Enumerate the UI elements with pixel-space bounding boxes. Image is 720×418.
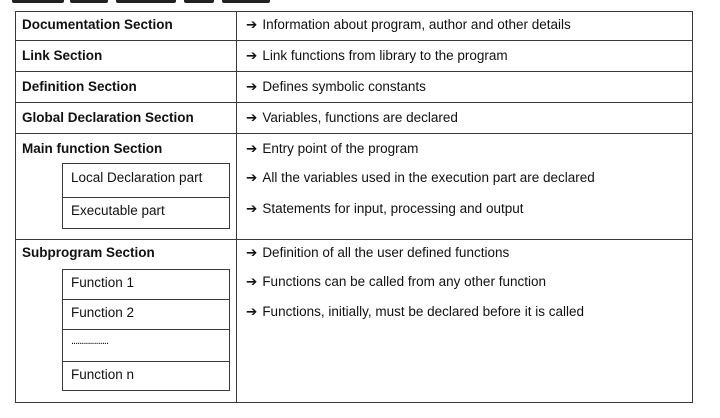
program-structure-table <box>15 11 693 403</box>
link-section-label: Link Section <box>22 48 103 63</box>
arrow-icon: ➔ <box>246 170 258 185</box>
documentation-section-label: Documentation Section <box>22 17 173 32</box>
row-separator <box>16 71 692 72</box>
arrow-icon: ➔ <box>246 110 258 125</box>
function-1-desc: ➔ Functions can be called from any other function <box>246 274 546 289</box>
row-separator <box>16 133 692 134</box>
main-function-section-desc: ➔ Entry point of the program <box>246 141 419 156</box>
arrow-icon: ➔ <box>246 304 258 319</box>
local-declaration-part-label: Local Declaration part <box>71 170 203 185</box>
cropped-heading-fragment <box>0 0 720 8</box>
function-1-label: Function 1 <box>71 275 135 290</box>
arrow-icon: ➔ <box>246 141 258 156</box>
row-separator <box>16 40 692 41</box>
subprogram-section-desc: ➔ Definition of all the user defined functions <box>246 245 510 260</box>
global-declaration-section-desc: ➔ Variables, functions are declared <box>246 110 458 125</box>
subprogram-section-label: Subprogram Section <box>22 245 155 260</box>
arrow-icon: ➔ <box>246 79 258 94</box>
arrow-icon: ➔ <box>246 17 258 32</box>
definition-section-desc: ➔ Defines symbolic constants <box>246 79 426 94</box>
arrow-icon: ➔ <box>246 245 258 260</box>
function-n-label: Function n <box>71 367 135 382</box>
link-section-desc: ➔ Link functions from library to the program <box>246 48 508 63</box>
ellipsis-row: .................. <box>71 335 109 347</box>
definition-section-label: Definition Section <box>22 79 137 94</box>
function-2-desc: ➔ Functions, initially, must be declared before it is called <box>246 304 584 319</box>
row-separator <box>16 239 692 240</box>
documentation-section-desc: ➔ Information about program, author and other details <box>246 17 571 32</box>
arrow-icon: ➔ <box>246 201 258 216</box>
functions-box <box>62 269 230 391</box>
sub-separator <box>63 361 229 362</box>
executable-part-label: Executable part <box>71 203 165 218</box>
sub-separator <box>63 299 229 300</box>
local-declaration-part-desc: ➔ All the variables used in the execution part are declared <box>246 170 595 185</box>
row-separator <box>16 102 692 103</box>
global-declaration-section-label: Global Declaration Section <box>22 110 194 125</box>
function-2-label: Function 2 <box>71 305 135 320</box>
arrow-icon: ➔ <box>246 48 258 63</box>
main-parts-box <box>62 163 230 229</box>
sub-separator <box>63 197 229 198</box>
main-function-section-label: Main function Section <box>22 141 163 156</box>
arrow-icon: ➔ <box>246 274 258 289</box>
sub-separator <box>63 329 229 330</box>
executable-part-desc: ➔ Statements for input, processing and output <box>246 201 524 216</box>
